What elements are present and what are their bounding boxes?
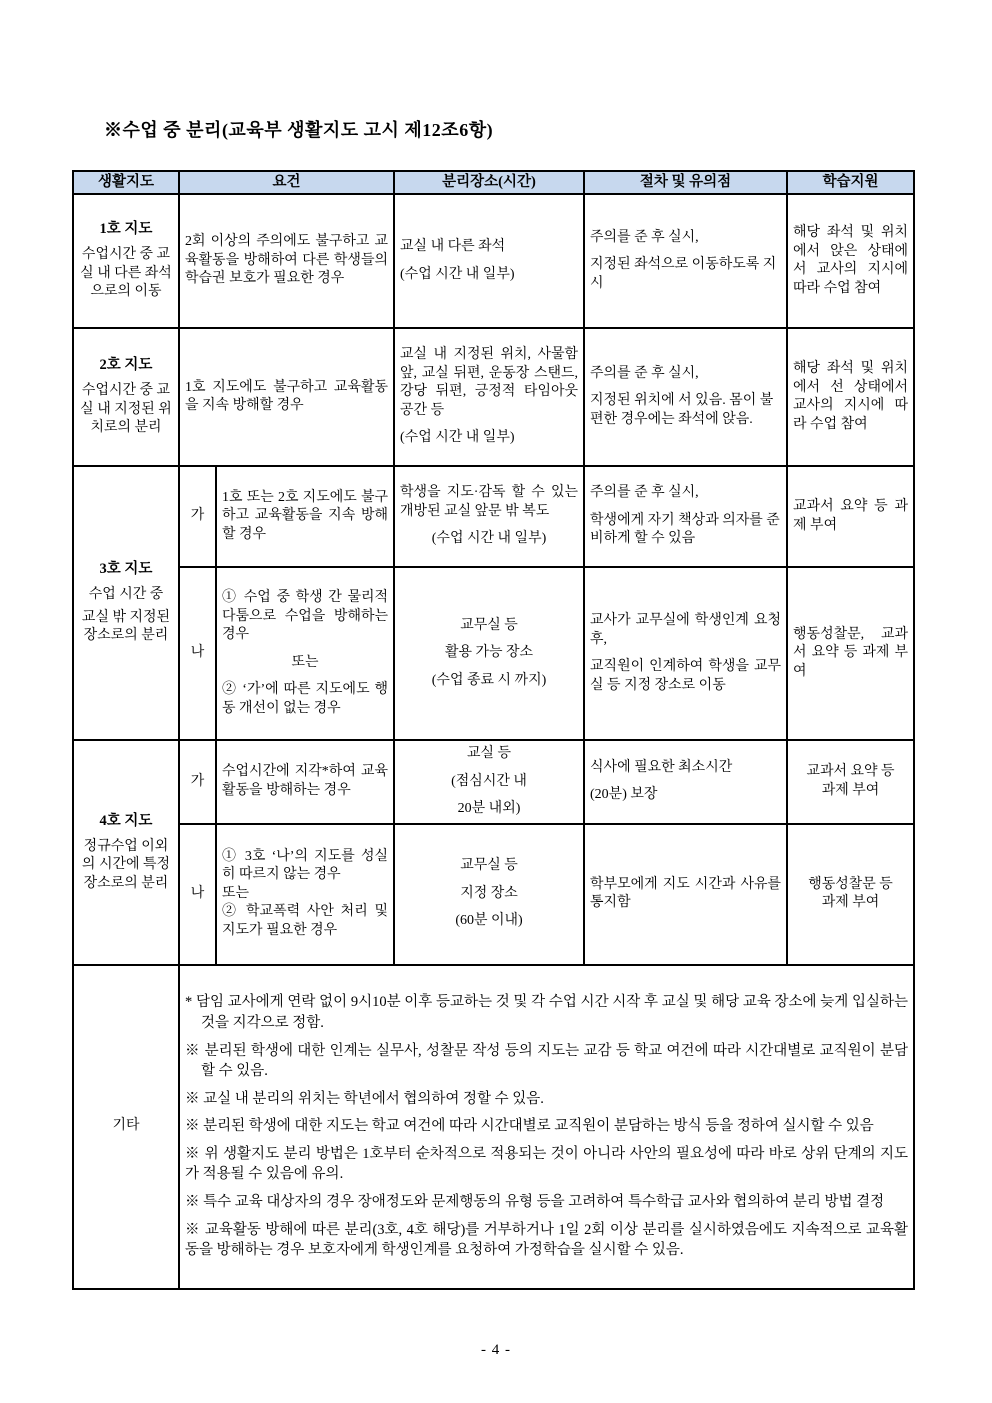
cell-place-1 [394, 194, 584, 328]
misc-note-3: ※ 교실 내 분리의 위치는 학년에서 협의하여 정할 수 있음. [185, 1090, 544, 1107]
req-3na-line2: 또는 [291, 654, 319, 670]
cell-level-4 [73, 740, 179, 964]
row-misc [73, 965, 914, 1289]
proc-4na-line1: 학부모에게 지도 시간과 사유를 통지함 [590, 876, 782, 911]
level-3-desc2: 교실 밖 지정된 장소로의 분리 [81, 609, 171, 644]
proc-4ga-line1: 식사에 필요한 최소시간 [590, 759, 733, 775]
sub-3ga-label: 가 [190, 508, 205, 524]
sub-4ga-label: 가 [190, 773, 205, 789]
cell-proc-4na [584, 824, 787, 965]
support-4ga-line1: 교과서 요약 등 [806, 764, 895, 780]
proc-1-line2: 지정된 좌석으로 이동하도록 지시 [590, 257, 777, 291]
level-3-title: 3호 지도 [99, 561, 153, 578]
cell-req-3na [216, 567, 394, 740]
level-1-title: 1호 지도 [99, 221, 153, 238]
sub-3na-label: 나 [190, 645, 205, 661]
proc-3na-line1: 교사가 교무실에 학생인계 요청 후, [590, 613, 782, 647]
separation-guidance-table [72, 170, 915, 1290]
cell-sub-3ga [179, 466, 216, 567]
page-number: - 4 - [481, 1342, 511, 1358]
place-4na-line1: 교무실 등 [460, 858, 518, 874]
proc-2-line1: 주의를 준 후 실시, [590, 365, 699, 381]
cell-place-2 [394, 328, 584, 466]
cell-sub-4na [179, 824, 216, 965]
place-4na-line2: 지정 장소 [460, 885, 518, 901]
cell-misc-notes [179, 965, 914, 1289]
req-3na-line1: ① 수업 중 학생 간 물리적 다툼으로 수업을 방해하는 경우 [222, 590, 389, 643]
cell-place-3na [394, 567, 584, 740]
support-1-text: 해당 좌석 및 위치에서 앉은 상태에서 교사의 지시에 따라 수업 참여 [793, 225, 909, 296]
cell-proc-3ga [584, 466, 787, 567]
row-4ho-na [73, 824, 914, 965]
cell-support-2 [787, 328, 914, 466]
cell-req-3ga [216, 466, 394, 567]
level-3-desc1: 수업 시간 중 [88, 587, 164, 603]
cell-req-4na [216, 824, 394, 965]
cell-proc-3na [584, 567, 787, 740]
place-3ga-line2: (수업 시간 내 일부) [431, 531, 547, 547]
misc-note-5: ※ 위 생활지도 분리 방법은 1호부터 순차적으로 적용되는 것이 아니라 사안의 필요성에 따라 바로 상위 단계의 지도가 적용될 수 있음에 유의. [185, 1145, 909, 1183]
req-1-text: 2회 이상의 주의에도 불구하고 교육활동을 방해하여 다른 학생들의 학습권 보호가 필요한 경우 [185, 234, 389, 287]
misc-note-2: ※ 분리된 학생에 대한 인계는 실무사, 성찰문 작성 등의 지도는 교감 등 학교 여건에 따라 시간대별로 교직원이 분담할 수 있음. [185, 1042, 909, 1080]
place-3na-line1: 교무실 등 [460, 617, 518, 633]
cell-support-3na [787, 567, 914, 740]
level-4-title: 4호 지도 [99, 812, 153, 829]
place-4ga-line1: 교실 등 [466, 746, 512, 762]
cell-req-4ga [216, 740, 394, 823]
cell-proc-1 [584, 194, 787, 328]
proc-3ga-line1: 주의를 준 후 실시, [590, 485, 699, 501]
header-procedure: 절차 및 유의점 [584, 171, 787, 194]
support-3ga-text: 교과서 요약 등 과제 부여 [793, 499, 909, 533]
cell-support-3ga [787, 466, 914, 567]
place-3ga-line1: 학생을 지도·감독 할 수 있는 개방된 교실 앞문 밖 복도 [400, 485, 579, 519]
place-2-line2: (수업 시간 내 일부) [400, 430, 515, 446]
header-guidance-type: 생활지도 [73, 171, 179, 194]
cell-support-4na [787, 824, 914, 965]
cell-proc-4ga [584, 740, 787, 823]
header-place-time: 분리장소(시간) [394, 171, 584, 194]
place-1-line1: 교실 내 다른 좌석 [400, 239, 506, 255]
cell-proc-2 [584, 328, 787, 466]
cell-req-1 [179, 194, 394, 328]
proc-1-line1: 주의를 준 후 실시, [590, 229, 699, 245]
header-learning-support: 학습지원 [787, 171, 914, 194]
level-1-desc: 수업시간 중 교실 내 다른 좌석으로의 이동 [80, 247, 172, 300]
row-1ho [73, 194, 914, 328]
cell-place-4ga [394, 740, 584, 823]
row-3ho-ga [73, 466, 914, 567]
row-2ho [73, 328, 914, 466]
cell-sub-4ga [179, 740, 216, 823]
req-3na-line3: ② ‘가’에 따른 지도에도 행동 개선이 없는 경우 [222, 682, 389, 716]
cell-support-4ga [787, 740, 914, 823]
cell-req-2 [179, 328, 394, 466]
req-4na-line2: 또는 [222, 885, 250, 901]
place-4na-line3: (60분 이내) [455, 913, 523, 929]
cell-place-3ga [394, 466, 584, 567]
cell-misc-label [73, 965, 179, 1289]
proc-3ga-line2: 학생에게 자기 책상과 의자를 준비하게 할 수 있음 [590, 512, 780, 547]
row-3ho-na [73, 567, 914, 740]
support-4na-line1: 행동성찰문 등 [808, 876, 893, 892]
misc-note-1: * 담임 교사에게 연락 없이 9시10분 이후 등교하는 것 및 각 수업 시간 시작 후 교실 및 해당 교육 장소에 늦게 입실하는 것을 지각으로 정함. [185, 994, 909, 1031]
cell-level-1 [73, 194, 179, 328]
level-2-desc: 수업시간 중 교실 내 지정된 위치로의 분리 [80, 383, 172, 436]
place-2-line1: 교실 내 지정된 위치, 사물함 앞, 교실 뒤편, 운동장 스탠드, 강당 뒤편, 긍정적 타임아웃 공간 등 [400, 347, 579, 418]
cell-place-4na [394, 824, 584, 965]
place-3na-line2: 활용 가능 장소 [444, 645, 534, 661]
place-4ga-line3: 20분 내외) [457, 801, 521, 817]
level-2-title: 2호 지도 [99, 357, 153, 374]
req-4ga-text: 수업시간에 지각*하여 교육활동을 방해하는 경우 [222, 764, 389, 798]
sub-4na-label: 나 [190, 885, 205, 901]
header-requirement: 요건 [179, 171, 394, 194]
proc-3na-line2: 교직원이 인계하여 학생을 교무실 등 지정 장소로 이동 [590, 659, 782, 693]
req-4na-line3: ② 학교폭력 사안 처리 및 지도가 필요한 경우 [222, 904, 389, 938]
proc-4ga-line2: (20분) 보장 [590, 787, 658, 803]
misc-note-7: ※ 교육활동 방해에 따른 분리(3호, 4호 해당)를 거부하거나 1일 2회 이상 분리를 실시하였음에도 지속적으로 교육활동을 방해하는 경우 보호자에게 학생인계를 요청하여 가정학습을 실시할 수 있음. [185, 1221, 909, 1259]
cell-support-1 [787, 194, 914, 328]
misc-label: 기타 [112, 1118, 140, 1134]
support-4ga-line2: 과제 부여 [821, 782, 880, 798]
support-3na-text: 행동성찰문, 교과서 요약 등 과제 부여 [793, 626, 909, 679]
cell-level-3 [73, 466, 179, 740]
proc-2-line2: 지정된 위치에 서 있음. 몸이 불편한 경우에는 좌석에 앉음. [590, 393, 774, 427]
support-4na-line2: 과제 부여 [821, 895, 880, 911]
misc-note-4: ※ 분리된 학생에 대한 지도는 학교 여건에 따라 시간대별로 교직원이 분담하는 방식 등을 정하여 실시할 수 있음 [185, 1118, 874, 1135]
support-2-text: 해당 좌석 및 위치에서 선 상태에서 교사의 지시에 따라 수업 참여 [793, 361, 909, 432]
page-title: ※수업 중 분리(교육부 생활지도 고시 제12조6항) [104, 120, 494, 140]
req-3ga-text: 1호 또는 2호 지도에도 불구하고 교육활동을 지속 방해할 경우 [222, 489, 389, 542]
cell-sub-3na [179, 567, 216, 740]
req-2-text: 1호 지도에도 불구하고 교육활동을 지속 방해할 경우 [185, 379, 389, 414]
misc-note-6: ※ 특수 교육 대상자의 경우 장애정도와 문제행동의 유형 등을 고려하여 특수학급 교사와 협의하여 분리 방법 결정 [185, 1193, 885, 1210]
row-4ho-ga [73, 740, 914, 823]
table-header-row [73, 171, 914, 194]
level-4-desc: 정규수업 이외의 시간에 특정 장소로의 분리 [81, 838, 171, 891]
req-4na-line1: ① 3호 ‘나’의 지도를 성실히 따르지 않는 경우 [222, 848, 389, 883]
place-4ga-line2: (점심시간 내 [451, 773, 527, 789]
place-3na-line3: (수업 종료 시 까지) [431, 672, 547, 688]
cell-level-2 [73, 328, 179, 466]
place-1-line2: (수업 시간 내 일부) [400, 266, 515, 282]
